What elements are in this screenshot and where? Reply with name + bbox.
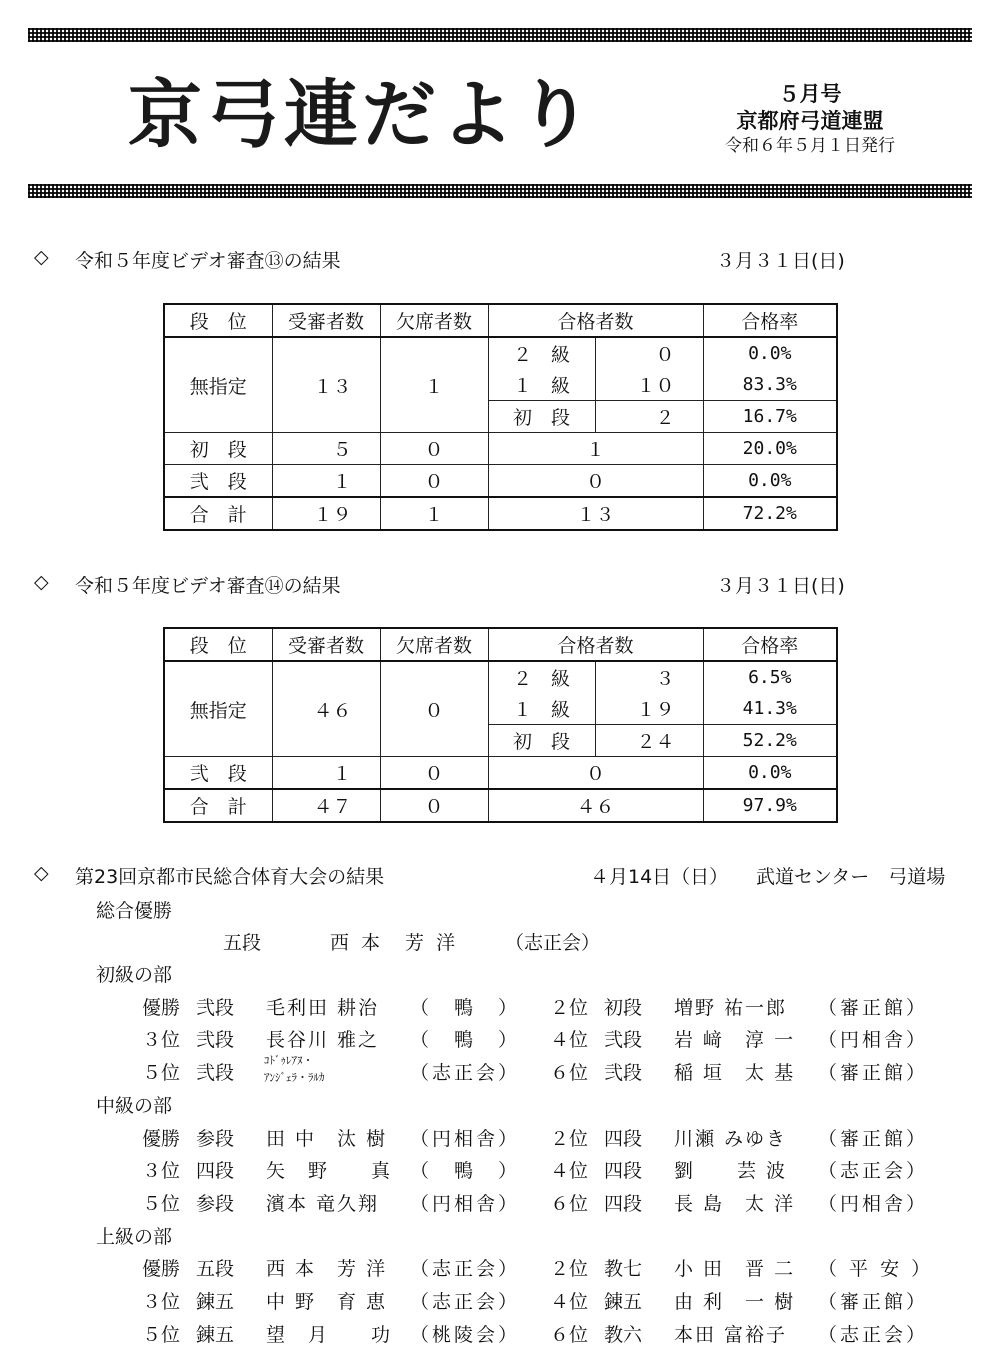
result-club: （円相舎）: [410, 1127, 521, 1150]
pass-count: １９: [595, 693, 703, 725]
result-rank: 四段: [604, 1127, 643, 1150]
result-club: （円相舎）: [818, 1029, 929, 1052]
result-name: 中 野 育 恵: [266, 1291, 388, 1313]
result-place: ５位: [142, 1192, 181, 1215]
result-name: 矢 野 真: [266, 1160, 393, 1183]
row-label: 弐 段: [164, 465, 272, 498]
row-label: 弐 段: [164, 757, 272, 790]
division-heading: 中級の部: [96, 1094, 173, 1117]
header-passes: 合格者数: [488, 628, 703, 661]
section2-marker: ◇: [34, 571, 49, 593]
top-decorative-band: [28, 28, 972, 42]
cell-passed: １: [488, 433, 703, 465]
result-rank: 参段: [196, 1192, 235, 1215]
section3-venue: 武道センター 弓道場: [756, 866, 946, 888]
overall-rank: 五段: [223, 932, 262, 954]
result-club: （志正会）: [410, 1062, 521, 1085]
cell-passed: ４６: [488, 789, 703, 822]
result-place: ４位: [550, 1160, 589, 1183]
result-place: ６位: [550, 1323, 589, 1346]
result-place: 優勝: [142, 1127, 181, 1150]
header-absent: 欠席者数: [380, 304, 488, 337]
result-place: ３位: [142, 1291, 181, 1313]
cell-absent: ０: [380, 661, 488, 757]
result-club: （ 鴨 ）: [410, 1029, 521, 1052]
result-place: ２位: [550, 1258, 589, 1281]
pass-grade: ２ 級: [488, 661, 595, 693]
cell-rate: 97.9%: [703, 789, 837, 822]
result-name: 小 田 晋 二: [674, 1258, 796, 1281]
division-heading: 初級の部: [96, 964, 173, 986]
cell-passed: ０: [488, 465, 703, 498]
result-name: 本田 富裕子: [674, 1323, 788, 1346]
row-label: 合 計: [164, 497, 272, 530]
result-place: ４位: [550, 1029, 589, 1052]
pass-grade: １ 級: [488, 693, 595, 725]
cell-absent: １: [380, 497, 488, 530]
header-rate: 合格率: [703, 304, 837, 337]
result-name: 長谷川 雅之: [266, 1029, 380, 1052]
pass-rate: 16.7%: [703, 401, 837, 433]
cell-examinees: １: [272, 465, 380, 498]
section2-title: 令和５年度ビデオ審査⑭の結果: [75, 575, 341, 597]
result-rank: 教六: [604, 1323, 643, 1346]
result-place: ４位: [550, 1291, 589, 1313]
result-place: ５位: [142, 1323, 181, 1346]
cell-rate: 20.0%: [703, 433, 837, 465]
issue-number: ５月号: [778, 82, 842, 106]
header-rank: 段 位: [164, 628, 272, 661]
header-passes: 合格者数: [488, 304, 703, 337]
pass-count: ３: [595, 661, 703, 693]
newsletter-logo: [128, 62, 608, 162]
result-rank: 弐段: [604, 1029, 643, 1052]
result-rank: 弐段: [196, 996, 235, 1019]
result-place: ３位: [142, 1029, 181, 1052]
pass-grade: ２ 級: [488, 337, 595, 369]
overall-name: 西 本 芳 洋: [330, 932, 459, 954]
result-rank: 弐段: [196, 1029, 235, 1052]
result-club: （志正会）: [818, 1160, 929, 1183]
cell-absent: ０: [380, 433, 488, 465]
cell-examinees: ５: [272, 433, 380, 465]
result-place: ６位: [550, 1192, 589, 1215]
result-place: 優勝: [142, 1258, 181, 1281]
result-name: 毛利田 耕治: [266, 996, 380, 1019]
result-club: （ 平 安 ）: [818, 1258, 934, 1281]
header-rate: 合格率: [703, 628, 837, 661]
result-rank: 四段: [604, 1160, 643, 1183]
cell-absent: ０: [380, 789, 488, 822]
section1-marker: ◇: [34, 246, 49, 268]
pass-count: ２４: [595, 725, 703, 757]
overall-heading: 総合優勝: [96, 900, 173, 922]
section1-title: 令和５年度ビデオ審査⑬の結果: [75, 250, 341, 272]
pass-rate: 41.3%: [703, 693, 837, 725]
pass-rate: 52.2%: [703, 725, 837, 757]
cell-examinees: １９: [272, 497, 380, 530]
result-name: 西 本 芳 洋: [266, 1258, 388, 1281]
result-name: 由 利 一 樹: [674, 1291, 796, 1313]
pass-rate: 83.3%: [703, 369, 837, 401]
result-club: （審正館）: [818, 996, 929, 1019]
cell-absent: ０: [380, 465, 488, 498]
result-club: （審正館）: [818, 1291, 929, 1313]
result-name: 川瀬 みゆき: [674, 1127, 788, 1150]
organization-name: 京都府弓道連盟: [736, 109, 884, 133]
result-place: ２位: [550, 996, 589, 1019]
result-rank: 弐段: [196, 1062, 235, 1085]
pass-count: １０: [595, 369, 703, 401]
result-name: 岩 﨑 淳 一: [674, 1029, 796, 1052]
section1-date: ３月３１日(日): [716, 250, 845, 272]
result-club: （審正館）: [818, 1127, 929, 1150]
bottom-decorative-band: [28, 184, 972, 198]
result-place: ２位: [550, 1127, 589, 1150]
svg-text:京弓連だより: 京弓連だより: [128, 72, 596, 158]
result-name: 増野 祐一郎: [674, 996, 788, 1019]
cell-rate: 0.0%: [703, 757, 837, 790]
result-name: 田 中 汰 樹: [266, 1127, 388, 1150]
section3-title: 第23回京都市民総合体育大会の結果: [75, 866, 385, 888]
cell-rate: 72.2%: [703, 497, 837, 530]
row-label: 無指定: [164, 337, 272, 433]
pass-grade: 初 段: [488, 401, 595, 433]
publish-date: 令和６年５月１日発行: [725, 136, 895, 156]
result-club: （円相舎）: [410, 1192, 521, 1215]
row-label: 初 段: [164, 433, 272, 465]
section3-date: ４月14日（日）: [590, 866, 729, 888]
result-rank: 四段: [196, 1160, 235, 1183]
result-club: （志正会）: [818, 1323, 929, 1346]
pass-count: ０: [595, 337, 703, 369]
cell-examinees: １３: [272, 337, 380, 433]
result-rank: 錬五: [196, 1323, 235, 1346]
cell-absent: ０: [380, 757, 488, 790]
result-rank: 錬五: [604, 1291, 643, 1313]
header-examinees: 受審者数: [272, 628, 380, 661]
section2-date: ３月３１日(日): [716, 575, 845, 597]
cell-passed: １３: [488, 497, 703, 530]
row-label: 無指定: [164, 661, 272, 757]
result-club: （ 鴨 ）: [410, 1160, 521, 1183]
cell-passed: ０: [488, 757, 703, 790]
division-heading: 上級の部: [96, 1225, 173, 1248]
row-label: 合 計: [164, 789, 272, 822]
cell-absent: １: [380, 337, 488, 433]
result-name: 望 月 功: [266, 1323, 393, 1346]
result-name: 劉 芸 波: [674, 1160, 788, 1183]
cell-examinees: ４６: [272, 661, 380, 757]
result-club: （志正会）: [410, 1258, 521, 1281]
result-rank: 四段: [604, 1192, 643, 1215]
header-absent: 欠席者数: [380, 628, 488, 661]
result-name: 長 島 太 洋: [674, 1192, 796, 1215]
result-rank: 教七: [604, 1258, 643, 1281]
result-rank: 初段: [604, 996, 643, 1019]
result-place: ６位: [550, 1062, 589, 1085]
cell-examinees: ４７: [272, 789, 380, 822]
result-rank: 参段: [196, 1127, 235, 1150]
result-club: （桃陵会）: [410, 1323, 521, 1346]
result-rank: 錬五: [196, 1291, 235, 1313]
result-place: ５位: [142, 1062, 181, 1085]
result-name: ｱﾝｼﾞｪﾗ・ﾗﾙｶ: [264, 1071, 325, 1085]
pass-count: ２: [595, 401, 703, 433]
overall-club: （志正会）: [505, 932, 601, 954]
result-place: ３位: [142, 1160, 181, 1183]
cell-examinees: １: [272, 757, 380, 790]
pass-grade: １ 級: [488, 369, 595, 401]
section3-marker: ◇: [34, 862, 49, 884]
section2-results-table: [163, 627, 838, 823]
pass-grade: 初 段: [488, 725, 595, 757]
result-club: （志正会）: [410, 1291, 521, 1313]
cell-rate: 0.0%: [703, 465, 837, 498]
result-name: 濱本 竜久翔: [266, 1192, 380, 1215]
pass-rate: 0.0%: [703, 337, 837, 369]
header-examinees: 受審者数: [272, 304, 380, 337]
pass-rate: 6.5%: [703, 661, 837, 693]
result-club: （ 鴨 ）: [410, 996, 521, 1019]
header-rank: 段 位: [164, 304, 272, 337]
result-name: 稲 垣 太 基: [674, 1062, 796, 1085]
section1-results-table: [163, 303, 838, 531]
result-name: ｺﾄﾞｩﾚｱﾇ・: [264, 1054, 314, 1068]
result-club: （審正館）: [818, 1062, 929, 1085]
result-rank: 五段: [196, 1258, 235, 1281]
result-rank: 弐段: [604, 1062, 643, 1085]
result-club: （円相舎）: [818, 1192, 929, 1215]
result-place: 優勝: [142, 996, 181, 1019]
